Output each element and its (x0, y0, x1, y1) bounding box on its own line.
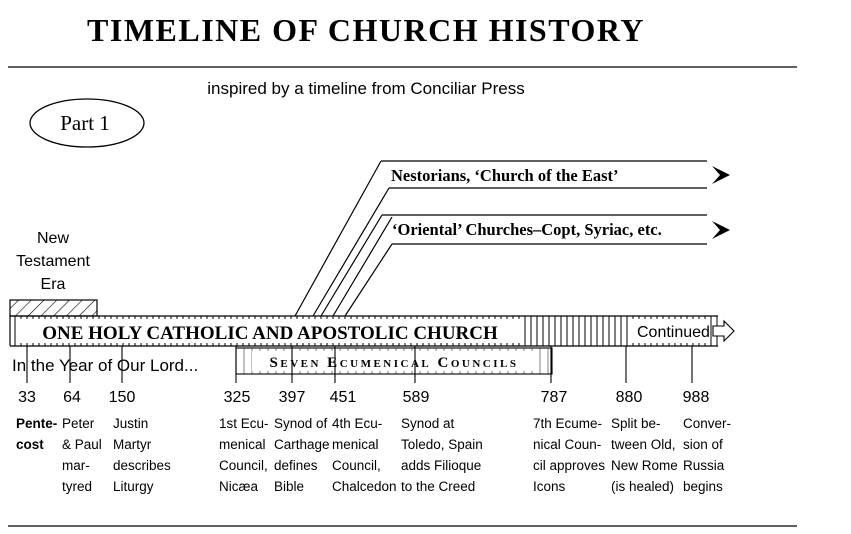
event-desc-line: sion of (683, 437, 723, 452)
nt-era-line1: New (36, 230, 70, 247)
event-desc-line: Liturgy (113, 479, 154, 494)
event-desc-line: Toledo, Spain (401, 437, 483, 452)
event-desc-451 (332, 416, 397, 494)
event-desc-line: adds Filioque (401, 458, 482, 473)
year-of-lord-label: In the Year of Our Lord... (12, 356, 199, 375)
year-label-64: 64 (63, 389, 81, 406)
branch-oriental-arrow (712, 221, 730, 239)
event-desc-line: 4th Ecu- (332, 416, 383, 431)
branch-nestorian-arrow (712, 166, 730, 184)
event-desc-line: Martyr (113, 437, 152, 452)
event-desc-line: describes (113, 458, 171, 473)
event-desc-line: Bible (274, 479, 305, 494)
event-desc-line: Synod at (401, 416, 455, 431)
event-desc-150 (113, 416, 171, 494)
event-desc-line: Icons (533, 479, 566, 494)
event-desc-line: Chalcedon (332, 479, 397, 494)
event-desc-line: Conver- (683, 416, 732, 431)
part-label: Part 1 (60, 111, 110, 135)
event-desc-line: begins (683, 479, 723, 494)
event-desc-line: 1st Ecu- (219, 416, 269, 431)
event-desc-line: tween Old, (611, 437, 676, 452)
year-labels (18, 389, 709, 406)
event-desc-988 (683, 416, 731, 494)
event-desc-line: nical Coun- (533, 437, 602, 452)
event-desc-line: Split be- (611, 416, 661, 431)
event-desc-325 (219, 416, 269, 494)
event-descriptions (16, 416, 731, 494)
event-desc-880 (611, 416, 678, 494)
subtitle: inspired by a timeline from Conciliar Press (207, 79, 525, 98)
event-desc-line: menical (219, 437, 266, 452)
year-label-451: 451 (329, 389, 357, 406)
event-desc-line: Justin (113, 416, 149, 431)
year-label-988: 988 (682, 389, 710, 406)
event-desc-line: 7th Ecume- (533, 416, 603, 431)
event-desc-line: Synod of (274, 416, 328, 431)
nt-era-hatch (10, 300, 97, 316)
event-desc-787 (533, 416, 605, 494)
year-label-397: 397 (278, 389, 306, 406)
event-desc-589 (401, 416, 483, 494)
year-label-787: 787 (540, 389, 568, 406)
event-desc-line: New Rome (611, 458, 678, 473)
event-desc-line: cost (16, 437, 44, 452)
event-desc-line: defines (274, 458, 318, 473)
church-label: ONE HOLY CATHOLIC AND APOSTOLIC CHURCH (42, 323, 498, 344)
councils-label: Seven Ecumenical Councils (269, 355, 519, 371)
branch-nestorian-label: Nestorians, ‘Church of the East’ (391, 166, 619, 185)
event-desc-line: (is healed) (611, 479, 675, 494)
year-label-33: 33 (18, 389, 36, 406)
event-desc-line: Carthage (274, 437, 330, 452)
event-desc-line: tyred (62, 479, 93, 494)
branch-oriental-label: ‘Oriental’ Churches–Copt, Syriac, etc. (392, 220, 662, 239)
event-desc-line: cil approves (533, 458, 606, 473)
year-label-880: 880 (615, 389, 643, 406)
event-desc-line: Pente- (16, 416, 58, 431)
event-desc-64 (62, 416, 102, 494)
continued-label: Continued (637, 324, 710, 341)
year-label-150: 150 (108, 389, 136, 406)
year-label-589: 589 (402, 389, 430, 406)
event-desc-33 (16, 416, 57, 452)
event-desc-line: & Paul (62, 437, 102, 452)
event-desc-line: Peter (62, 416, 95, 431)
event-desc-line: Council, (332, 458, 381, 473)
nt-era-line3: Era (40, 276, 66, 293)
nt-era-label (16, 230, 90, 293)
event-desc-line: to the Creed (401, 479, 476, 494)
nt-era-line2: Testament (16, 253, 90, 270)
event-desc-line: menical (332, 437, 379, 452)
page-title: TIMELINE OF CHURCH HISTORY (87, 12, 645, 48)
year-label-325: 325 (223, 389, 251, 406)
event-desc-line: Council, (219, 458, 268, 473)
event-desc-397 (274, 416, 330, 494)
event-desc-line: Russia (683, 458, 725, 473)
event-desc-line: mar- (62, 458, 90, 473)
event-desc-line: Nicæa (219, 479, 259, 494)
